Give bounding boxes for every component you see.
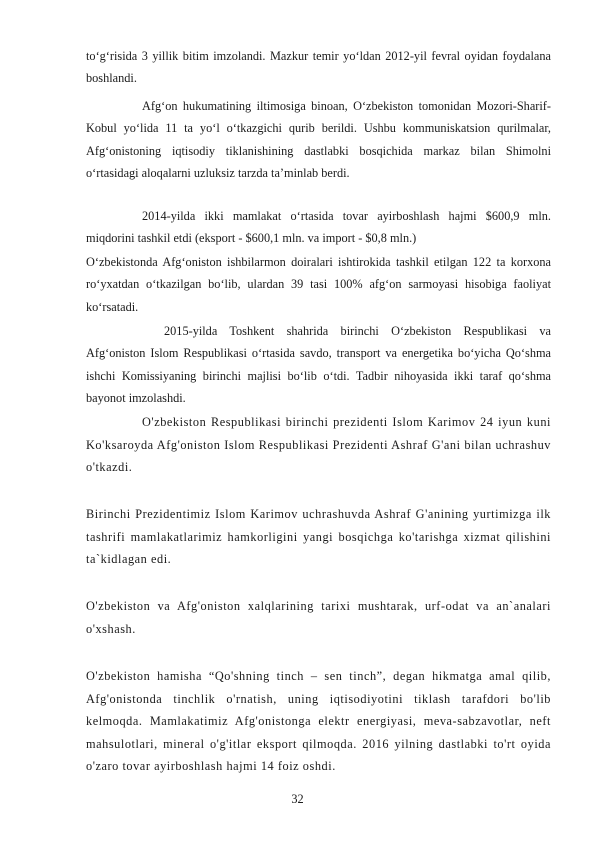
paragraph-commission-2015: 2015-yilda Toshkent shahrida birinchi O‘zbekiston Respublikasi va Afg‘oniston Islom Respublikasi o‘rtasida savdo, transport va energetika bo‘yicha Qo‘shma ishchi Komissiyaning birinchi majlisi bo‘lib o‘tdi. Tadbir nihoyasida ikki taraf qo‘shma bayonot imzolashdi.	[86, 324, 551, 406]
paragraph-bridges: Afg‘on hukumatining iltimosiga binoan, O‘zbekiston tomonidan Mozori-Sharif-Kobul yo‘lida 11 ta yo‘l o‘tkazgichi qurib berildi. Ushbu kommuniskatsion qurilmalar, Afg‘onistoning iqtisodiy tiklanishining dastlabki bosqichida markaz bilan Shimolni o‘rtasidagi aloqalarni uzluksiz tarzda ta’minlab berdi.	[86, 99, 551, 181]
page-number: 32	[291, 792, 304, 806]
paragraph-trade-2014: 2014-yilda ikki mamlakat o‘rtasida tovar ayirboshlash hajmi $600,9 mln. miqdorini tashkil etdi (eksport - $600,1 mln. va import - $0,8 mln.)	[86, 209, 551, 246]
paragraph-railway-agreement: to‘g‘risida 3 yillik bitim imzolandi. Mazkur temir yo‘ldan 2012-yil fevral oyidan foydalana boshlandi.	[86, 49, 551, 86]
paragraph-enterprises: O‘zbekistonda Afg‘oniston ishbilarmon doiralari ishtirokida tashkil etilgan 122 ta korxona ro‘yxatdan o‘tkazilgan bo‘lib, ulardan 39 tasi 100% afg‘on sarmoyasi hisobiga faoliyat ko‘rsatadi.	[86, 255, 551, 314]
paragraph-first-visit: Birinchi Prezidentimiz Islom Karimov uchrashuvda Ashraf G'anining yurtimizga ilk tashrifi mamlakatlarimiz hamkorligini yangi bosqichga ko'tarishga xizmat qilishini ta`kidlagan edi.	[86, 507, 551, 566]
paragraph-peace-exports: O'zbekiston hamisha “Qo'shning tinch – sen tinch”, degan hikmatga amal qilib, Afg'onistonda tinchlik o'rnatish, uning iqtisodiyotini tiklash tarafdori bo'lib kelmoqda. Mamlakatimiz Afg'onistonga elektr energiyasi, meva-sabzavotlar, neft mahsulotlari, mineral o'g'itlar eksport qilmoqda. 2016 yilning dastlabki to'rt oyida o'zaro tovar ayirboshlash hajmi 14 foiz oshdi.	[86, 669, 551, 773]
paragraph-karimov-meeting: O'zbekiston Respublikasi birinchi prezidenti Islom Karimov 24 iyun kuni Ko'ksaroyda Afg'oniston Islom Respublikasi Prezidenti Ashraf G'ani bilan uchrashuv o'tkazdi.	[86, 415, 551, 474]
paragraph-shared-history: O'zbekiston va Afg'oniston xalqlarining tarixi mushtarak, urf-odat va an`analari o'xshash.	[86, 599, 551, 636]
